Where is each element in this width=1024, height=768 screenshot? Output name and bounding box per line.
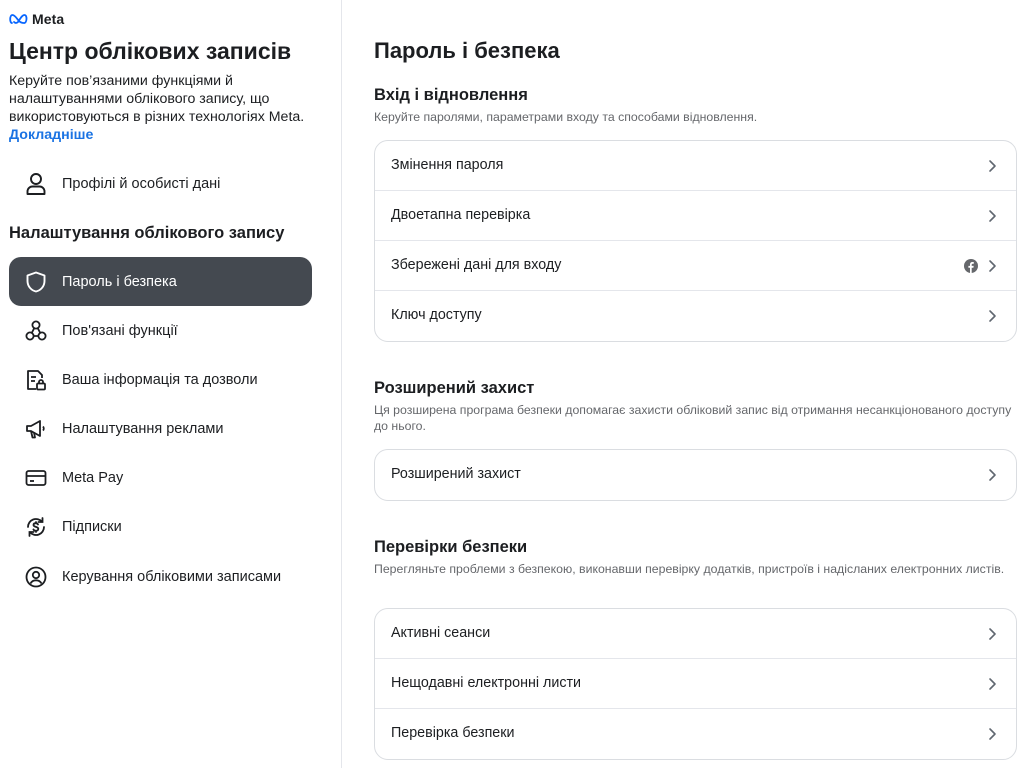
chevron-right-icon xyxy=(984,158,1000,174)
row-label: Розширений захист xyxy=(391,466,521,482)
sidebar-item-account-management[interactable] xyxy=(9,552,312,601)
two-factor-row[interactable] xyxy=(375,191,1016,241)
shield-icon xyxy=(23,269,48,294)
document-lock-icon xyxy=(23,367,48,392)
sidebar-item-profiles[interactable] xyxy=(9,159,312,208)
sidebar-item-label: Пов'язані функції xyxy=(62,322,178,339)
chevron-right-icon xyxy=(984,258,1000,274)
security-checkup-row[interactable] xyxy=(375,709,1016,759)
chevron-right-icon xyxy=(984,208,1000,224)
credit-card-icon xyxy=(23,465,48,490)
sidebar-item-your-info[interactable] xyxy=(9,355,312,404)
megaphone-icon xyxy=(23,416,48,441)
facebook-icon xyxy=(964,259,978,273)
sidebar-item-subscriptions[interactable] xyxy=(9,502,312,551)
sidebar-item-label: Ваша інформація та дозволи xyxy=(62,371,258,388)
saved-login-row[interactable] xyxy=(375,241,1016,291)
row-label: Збережені дані для входу xyxy=(391,257,562,273)
row-label: Змінення пароля xyxy=(391,157,504,173)
recent-emails-row[interactable] xyxy=(375,659,1016,709)
row-label: Перевірка безпеки xyxy=(391,725,515,741)
sidebar-item-password-security[interactable] xyxy=(9,257,312,306)
sidebar-description-text: Керуйте пов’язаними функціями й налаштуваннями облікового запису, що використовуються в різних технологіях Meta. xyxy=(9,73,305,125)
change-password-row[interactable] xyxy=(375,141,1016,191)
chevron-right-icon xyxy=(984,726,1000,742)
meta-logo[interactable] xyxy=(9,11,64,27)
meta-logo-text: Meta xyxy=(32,11,65,27)
connected-nodes-icon xyxy=(23,318,48,343)
login-recovery-card xyxy=(374,140,1017,342)
row-label: Ключ доступу xyxy=(391,307,482,323)
row-label: Активні сеанси xyxy=(391,625,491,641)
subscription-icon xyxy=(23,514,48,539)
chevron-right-icon xyxy=(984,467,1000,483)
sidebar-item-label: Керування обліковими записами xyxy=(62,568,282,585)
sidebar-title: Центр облікових записів xyxy=(9,38,292,64)
chevron-right-icon xyxy=(984,308,1000,324)
section-title-security-checks: Перевірки безпеки xyxy=(374,538,528,556)
section-description: Перегляньте проблеми з безпекою, виконавши перевірку додатків, пристроїв і надісланих електронних листів. xyxy=(374,562,1005,576)
advanced-protection-row[interactable] xyxy=(375,450,1016,500)
sidebar-item-connected-experiences[interactable] xyxy=(9,306,312,355)
section-title-advanced-protection: Розширений захист xyxy=(374,379,535,397)
person-icon xyxy=(23,171,48,196)
sidebar-item-ad-preferences[interactable] xyxy=(9,404,312,453)
sidebar-item-label: Налаштування реклами xyxy=(62,420,224,437)
sidebar-section-title: Налаштування облікового запису xyxy=(9,224,285,242)
sidebar-item-meta-pay[interactable] xyxy=(9,453,312,502)
sidebar-item-label: Пароль і безпека xyxy=(62,273,177,290)
advanced-protection-card xyxy=(374,449,1017,501)
row-label: Двоетапна перевірка xyxy=(391,207,531,223)
sidebar-description xyxy=(9,72,309,144)
passkey-row[interactable] xyxy=(375,291,1016,341)
chevron-right-icon xyxy=(984,626,1000,642)
chevron-right-icon xyxy=(984,676,1000,692)
row-label: Нещодавні електронні листи xyxy=(391,675,582,691)
learn-more-link[interactable]: Докладніше xyxy=(9,127,94,143)
active-sessions-row[interactable] xyxy=(375,609,1016,659)
section-title-login-recovery: Вхід і відновлення xyxy=(374,86,528,104)
section-description: Керуйте паролями, параметрами входу та способами відновлення. xyxy=(374,110,758,124)
sidebar xyxy=(0,0,342,768)
sidebar-item-label: Meta Pay xyxy=(62,469,124,486)
meta-infinity-icon xyxy=(9,13,29,25)
account-circle-icon xyxy=(23,564,48,589)
section-description: Ця розширена програма безпеки допомагає захисти обліковий запис від отримання несанкціонованого доступу до нього. xyxy=(374,403,1012,433)
sidebar-item-label: Підписки xyxy=(62,518,122,535)
security-checks-card xyxy=(374,608,1017,760)
main-content xyxy=(343,0,1024,768)
page-title: Пароль і безпека xyxy=(374,38,560,63)
sidebar-item-label: Профілі й особисті дані xyxy=(62,175,221,192)
